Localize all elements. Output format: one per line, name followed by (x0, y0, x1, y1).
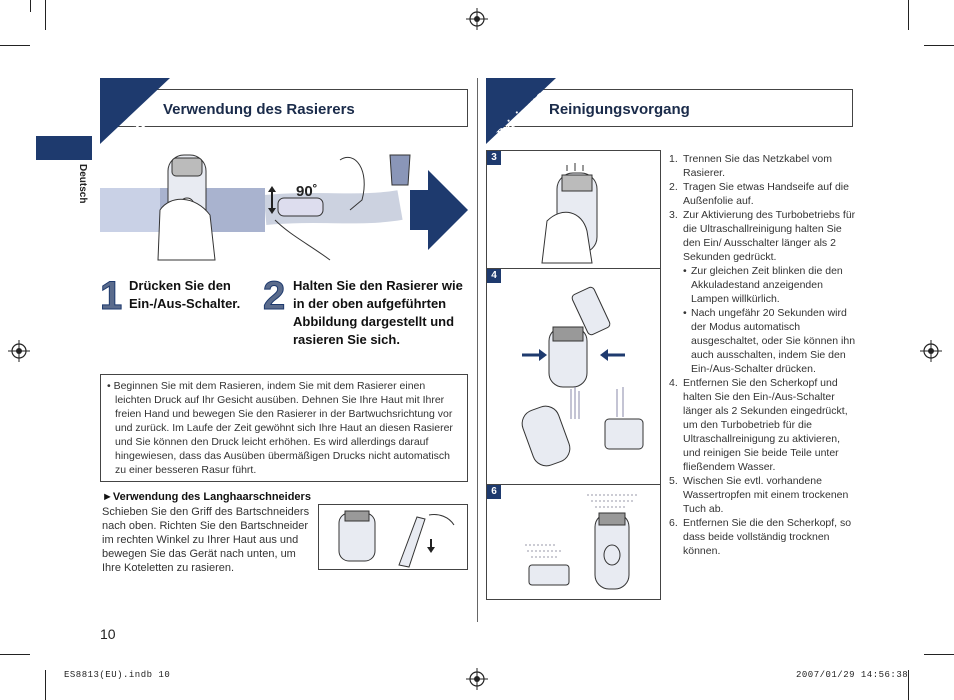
step-number: 1 (100, 274, 123, 318)
language-label: Deutsch (77, 164, 88, 204)
photo-badge: 3 (487, 151, 501, 165)
step-item: 6. Entfernen Sie die den Scherkopf, so dass beide vollständig trocknen können. (669, 517, 852, 557)
trimmer-title: ►Verwendung des Langhaarschneiders (102, 491, 311, 503)
step-item: 5. Wischen Sie evtl. vorhandene Wassertropfen mit einem trockenen Tuch ab. (669, 475, 849, 515)
registration-mark-icon (920, 340, 942, 362)
crop-mark (908, 670, 909, 700)
page-divider (477, 78, 478, 622)
cleaning-steps (669, 152, 857, 558)
photo-badge: 6 (487, 485, 501, 499)
crop-mark (45, 0, 46, 30)
arrow-right-icon (410, 170, 468, 250)
step-text: Drücken Sie den Ein-/Aus-Schalter. (129, 278, 241, 311)
crop-mark (30, 0, 31, 12)
trimmer-illustration (318, 504, 468, 570)
crop-mark (924, 654, 954, 655)
registration-mark-icon (466, 8, 488, 30)
step-item: 3. Zur Aktivierung des Turbobetriebs für die Ultraschallreinigung halten Sie den Ein/ Ausschalter länger als 2 Sekunden gedrückt. (669, 209, 856, 263)
step-subitem: • Zur gleichen Zeit blinken die den Akkuladestand anzeigenden Lampen willkürlich. (683, 265, 843, 305)
language-tab (36, 136, 92, 160)
crop-mark (0, 45, 30, 46)
step-subitem: • Nach ungefähr 20 Sekunden wird der Modus automatisch ausgeschaltet, oder Sie können ihn auch ausschalten, indem Sie den Ein-/Aus-Schalter drücken. (683, 307, 856, 375)
registration-mark-icon (8, 340, 30, 362)
crop-mark (924, 45, 954, 46)
angle-label: 90˚ (296, 183, 318, 200)
registration-mark-icon (466, 668, 488, 690)
step-item: 1. Trennen Sie das Netzkabel vom Rasierer. (669, 153, 833, 179)
photo-step-3 (487, 151, 660, 269)
step-number: 2 (263, 274, 286, 318)
note-text: • Beginnen Sie mit dem Rasieren, indem Sie mit dem Rasierer einen leichten Druck auf Ihr Gesicht ausüben. Dehnen Sie Ihre Haut mit Ihrer freien Hand und bewegen Sie den Rasierer in der Bartwuchsrichtung vor und zurück. Im Laufe der Zeit gewöhnt sich Ihre Haut an diesen Rasierer und Sie können den Druck leicht erhöhen. Es wird allerdings darauf hingewiesen, dass das Ausüben übermäßigen Drucks nicht automatisch zu einer besseren Rasur führt. (107, 380, 453, 476)
photo-step-6 (487, 485, 660, 601)
trimmer-text: Schieben Sie den Griff des Bartschneiders nach oben. Richten Sie den Bartschneider im rechten Winkel zu Ihrer Haut aus und bewegen Sie das Gerät nach unten, um Ihre Koteletten zu rasieren. (102, 506, 310, 574)
step-text: Halten Sie den Rasierer wie in der oben aufgeführten Abbildung dargestellt und rasieren Sie sich. (293, 278, 463, 347)
crop-mark (45, 670, 46, 700)
step-item: 4. Entfernen Sie den Scherkopf und halten Sie den Ein-/Aus-Schalter länger als 2 Sekunden eingedrückt, um den Turbobetrieb für die Ultraschallreinigung zu aktivieren, und reinigen Sie beide Teile unter fließendem Wasser. (669, 377, 848, 473)
footer-timestamp: 2007/01/29 14:56:38 (796, 670, 909, 680)
shaving-note (100, 374, 468, 482)
section-title: Reinigungsvorgang (549, 101, 690, 118)
footer-filename: ES8813(EU).indb 10 (64, 670, 171, 680)
section-tag: Rasur (110, 109, 154, 154)
page-number: 10 (100, 626, 116, 642)
crop-mark (0, 654, 30, 655)
cleaning-photos (486, 150, 661, 600)
section-tag: Reinigung (494, 89, 548, 143)
photo-badge: 4 (487, 269, 501, 283)
section-title: Verwendung des Rasierers (163, 101, 355, 118)
photo-step-4 (487, 269, 660, 485)
crop-mark (908, 0, 909, 30)
step-item: 2. Tragen Sie etwas Handseife auf die Außenfolie auf. (669, 181, 849, 207)
